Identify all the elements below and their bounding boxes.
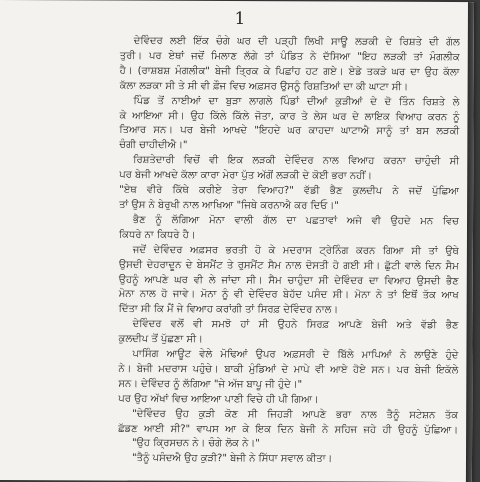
text-line: ਕੁਲਦੀਪ ਤੋਂ ਪੁੱਛਣਾ ਸੀ। bbox=[118, 333, 203, 346]
text-line: ਉਹਨੂੰ ਆਪਣੇ ਘਰ ਵੀ ਲੇ ਜਾਂਦਾ ਸੀ। ਸੈਮ ਚਾਹੁੰਦਾ ਸੀ ਦੇਵਿੰਦਰ ਦਾ ਵਿਆਹ ਉਸਦੀ ਭੈਣ bbox=[118, 274, 459, 287]
text-line: ਛੱਡਣ ਆਈ ਸੀ?" ਵਾਪਸ ਆ ਕੇ ਇਕ ਦਿਨ ਬੇਜੀ ਨੇ ਸਹਿਜ ਜਹੇ ਹੀ ਉਹਨੂੰ ਪੁੱਛਿਆ। bbox=[118, 423, 459, 436]
page-edge bbox=[466, 2, 474, 482]
text-line: ਪਰ ਉਹ ਅੱਖਾਂ ਵਿਚ ਆਇਆ ਪਾਣੀ ਵਿਚੇ ਹੀ ਪੀ ਗਿਆ। bbox=[118, 393, 319, 406]
text-line: ਦੇਵਿੰਦਰ ਵਲੋਂ ਵੀ ਸਮਝੋ ਹਾਂ ਸੀ ਉਹਨੇ ਸਿਰਫ਼ ਆਪਣੇ ਬੇਜੀ ਅਤੇ ਵੱਡੀ ਭੈਣ bbox=[132, 318, 459, 332]
text-line: ਕਿਧਰੇ ਨਾ ਕਿਧਰੇ ਹੈ। bbox=[118, 229, 196, 241]
text-line: "ਉਹ ਕ੍ਰਿਸਚਨ ਨੇ। ਚੰਗੇ ਲੋਕ ਨੇ।" bbox=[132, 438, 260, 450]
text-line: ਤਿਆਰ ਸਨ। ਪਰ ਬੇਜੀ ਆਖਦੇ "ਇਹਦੇ ਘਰ ਕਾਹਦਾ ਘਾਟਾਐ ਸਾਨੂੰ ਤਾਂ ਬਸ ਲੜਕੀ bbox=[119, 124, 460, 138]
text-line: ਉਸਦੀ ਦੇਹਰਾਦੂਨ ਦੇ ਬੇਸਮੈਂਟ ਤੇ ਰੁਸਮੈਂਟ ਸੈਮ ਨਾਲ ਦੋਸਤੀ ਹੋ ਗਈ ਸੀ। ਛੁੱਟੀ ਵਾਲੇ ਦਿਨ ਸੈਮ bbox=[118, 259, 459, 272]
text-line: ਜਦੋਂ ਦੇਵਿੰਦਰ ਅਫ਼ਸਰ ਭਰਤੀ ਹੋ ਕੇ ਮਦਰਾਸ ਟ੍ਰੇਨਿੰਗ ਕਰਨ ਗਿਆ ਸੀ ਤਾਂ ਉਥੇ bbox=[132, 244, 459, 257]
text-line: ਦੇਵਿੰਦਰ ਲਈ ਇੱਕ ਚੰਗੇ ਘਰ ਦੀ ਪੜ੍ਹੀ ਲਿਖੀ ਸਾਊ ਲੜਕੀ ਦੇ ਰਿਸ਼ਤੇ ਦੀ ਗੱਲ bbox=[133, 35, 460, 49]
text-line: ਪਾਸਿੰਗ ਆਊਟ ਵੇਲੇ ਮੋਢਿਆਂ ਉਪਰ ਅਫ਼ਸਰੀ ਦੇ ਬਿੱਲੇ ਮਾਪਿਆਂ ਨੇ ਲਾਉਣੇ ਹੁੰਦੇ bbox=[132, 348, 459, 362]
text-line: ਮੋਨਾ ਨਾਲ ਹੋ ਜਾਵੇ। ਮੋਨਾ ਨੂੰ ਵੀ ਦੇਵਿੰਦਰ ਬੇਹੱਦ ਪਸੰਦ ਸੀ। ਮੋਨਾ ਨੇ ਤਾਂ ਇਥੋਂ ਤੱਕ ਆਖ bbox=[118, 288, 459, 302]
text-line: ਕੇ ਆਇਆ ਸੀ। ਉਹ ਕਿੱਲੇ ਕਿੱਲੇ ਜੋਤਾ, ਕਾਰ ਤੇ ਲੇਸ ਘਰ ਦੇ ਲਾਇਕ ਵਿਆਹ ਕਰਨ ਨੂੰ bbox=[119, 110, 460, 123]
text-line: ਚੰਗੀ ਚਾਹੀਦੀਐ।" bbox=[119, 139, 188, 152]
text-line: "ਏਥ ਵੀਰੇ ਕਿੱਥੇ ਕਰੀਏ ਤੇਰਾ ਵਿਆਹ?" ਵੱਡੀ ਭੈਣ ਕੁਲਦੀਪ ਨੇ ਜਦੋਂ ਪੁੱਛਿਆ bbox=[119, 184, 460, 198]
text-line: ਹੈ। (ਰਾਸ਼ਬਸ਼ ਮੰਗਲੀਕ" ਬੇਜੀ ਤ੍ਰਿਕ ਕੇ ਪਿਛਾਂਹ ਹਟ ਗਏ। ਏਡੇ ਤਕੜੇ ਘਰ ਦਾ ਉਹ ਕੱਲਾ bbox=[119, 65, 460, 78]
text-line: "ਦੇਵਿੰਦਰ ਉਹ ਕੁੜੀ ਕੋਣ ਸੀ ਜਿਹੜੀ ਆਪਣੇ ਭਰਾ ਨਾਲ ਤੈਨੂੰ ਸਟੇਸ਼ਨ ਤੱਕ bbox=[132, 408, 459, 421]
text-line: ਤੁਰੀ। ਪਰ ਏਥਾਂ ਜਦੋਂ ਮਿਲਾਣ ਲੱਗੇ ਤਾਂ ਪੰਡਿਤ ਨੇ ਦੱਸਿਆ "ਇਹ ਲੜਕੀ ਤਾਂ ਮੰਗਲੀਕ bbox=[119, 50, 460, 63]
text-line: ਪਿੰਡ ਤੋਂ ਨਾਈਆਂ ਦਾ ਬੁੜਾ ਲਾਗਲੇ ਪਿੰਡਾਂ ਦੀਆਂ ਕੁੜੀਆਂ ਦੇ ਦੋ ਤਿੰਨ ਰਿਸ਼ਤੇ ਲੇ bbox=[133, 95, 460, 108]
text-line: ਭੈਣ ਨੂੰ ਲੱਗਿਆ ਮੋਨਾ ਵਾਲੀ ਗੱਲ ਦਾ ਪਛਤਾਵਾਂ ਅਜੇ ਵੀ ਉਹਦੇ ਮਨ ਵਿਚ bbox=[133, 214, 460, 227]
text-line: ਪਰ ਬੇਜੀ ਆਖਦੇ ਕੱਲਾ ਕਾਰਾ ਮੇਰਾ ਪੁੱਤ ਅੱਗੋਂ ਲੜਕੀ ਦੇ ਕੋਈ ਭਰਾ ਨਹੀਂ। bbox=[119, 169, 373, 182]
text-line: ਤਾਂ ਉਸ ਨੇ ਬੇਰੁਖੀ ਨਾਲ ਆਖਿਆ "ਜਿਥੇ ਕਰਨਾਐ ਕਰ ਦਿਓ।" bbox=[119, 199, 339, 212]
text-line: ਕੱਲਾ ਲੜਕਾ ਸੀ ਤੇ ਸੀ ਵੀ ਫ਼ੌਜ ਵਿਚ ਅਫ਼ਸਰ ਉਸਨੂੰ ਰਿਸ਼ਤਿਆਂ ਦਾ ਕੀ ਘਾਟਾ ਸੀ। bbox=[119, 80, 409, 93]
text-line: ਸਨ। ਦੇਵਿੰਦਰ ਨੂੰ ਲੱਗਿਆ "ਜੇ ਅੱਜ ਬਾਪੂ ਜੀ ਹੁੰਦੇ।" bbox=[118, 378, 303, 391]
body-text bbox=[118, 35, 460, 469]
text-line: ਦਿੱਤਾ ਸੀ ਕਿ ਮੈਂ ਜੇ ਵਿਆਹ ਕਰਾਂਗੀ ਤਾਂ ਸਿਰਫ਼ ਦੇਵਿੰਦਰ ਨਾਲ। bbox=[118, 303, 339, 316]
text-line: "ਤੈਨੂੰ ਪਸੰਦਐ ਉਹ ਕੁੜੀ?" ਬੇਜੀ ਨੇ ਸਿੱਧਾ ਸਵਾਲ ਕੀਤਾ। bbox=[131, 452, 333, 465]
page-number: 1 bbox=[234, 9, 246, 30]
text-line: ਨੇ। ਬੇਜੀ ਮਦਰਾਸ ਪਹੁੰਚੇ। ਬਾਕੀ ਮੁੰਡਿਆਂ ਦੇ ਮਾਪੇ ਵੀ ਆਏ ਹੋਏ ਸਨ। ਪਰ ਬੇਜੀ ਇਕੱਲੇ bbox=[118, 363, 459, 376]
text-line: ਰਿਸ਼ਤੇਦਾਰੀ ਵਿਚੋਂ ਵੀ ਇਕ ਲੜਕੀ ਦੇਵਿੰਦਰ ਨਾਲ ਵਿਆਹ ਕਰਨਾ ਚਾਹੁੰਦੀ ਸੀ bbox=[133, 154, 460, 168]
